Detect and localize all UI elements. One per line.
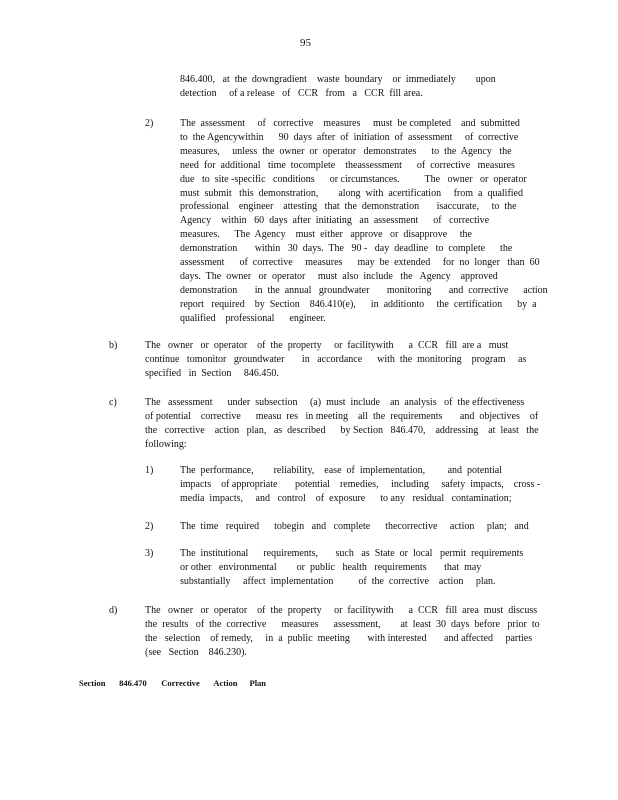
text-line: due to site -specific conditions or circumstances. The owner or operator	[180, 173, 527, 185]
text-line: professional engineer attesting that the demonstration isaccurate, to the	[180, 201, 517, 213]
text-line: must submit this demonstration, along with acertification from a qualified	[180, 187, 523, 199]
text-line: the results of the corrective measures assessment, at least 30 days before prior to	[145, 618, 540, 630]
text-line: need for additional time tocomplete theassessment of corrective measures	[180, 159, 515, 171]
item-c3-text	[180, 547, 523, 589]
text-line: to the Agencywithin 90 days after of initiation of assessment of corrective	[180, 131, 519, 143]
section-title-word: Corrective	[161, 678, 200, 688]
text-line: the corrective action plan, as described by Section 846.470, addressing at least the	[145, 424, 539, 436]
text-line: The institutional requirements, such as State or local permit requirements	[180, 548, 524, 559]
page-number: 95	[300, 37, 311, 49]
section-number: 846.470	[119, 678, 147, 688]
text-line: (see Section 846.230).	[145, 646, 247, 658]
item-2-label: 2)	[145, 118, 154, 129]
section-title-word: Plan	[249, 678, 267, 688]
text-line: Agency within 60 days after initiating an assessment of corrective	[180, 215, 490, 227]
text-line: measures. The Agency must either approve or disapprove the	[180, 229, 472, 241]
text-line: demonstration in the annual groundwater monitoring and corrective action	[180, 284, 548, 296]
text-line: demonstration within 30 days. The 90 - day deadline to complete the	[180, 243, 513, 255]
item-c1-text	[180, 464, 540, 506]
text-line: of potential corrective measu res in meeting all the requirements and objectives of	[145, 410, 539, 422]
item-b-label: b)	[109, 340, 118, 351]
text-line: detection of a release of CCR from a CCR fill area.	[180, 87, 423, 99]
text-line: 846.400, at the downgradient waste boundary or immediately upon	[180, 74, 496, 85]
text-line: qualified professional engineer.	[180, 312, 326, 324]
item-d-label: d)	[109, 605, 118, 616]
section-heading	[79, 677, 266, 691]
text-line: The owner or operator of the property or facilitywith a CCR fill are a must	[145, 340, 509, 351]
text-line: days. The owner or operator must also include the Agency approved	[180, 270, 498, 282]
text-line: The assessment of corrective measures must be completed and submitted	[180, 118, 520, 129]
item-c2-label: 2)	[145, 521, 154, 532]
continuation-text	[180, 73, 496, 101]
text-line: report required by Section 846.410(e), in additionto the certification by a	[180, 298, 537, 310]
item-c3-label: 3)	[145, 548, 154, 559]
text-line: The time required tobegin and complete thecorrective action plan; and	[180, 521, 529, 532]
section-title-word: Action	[213, 678, 238, 688]
text-line: substantially affect implementation of the corrective action plan.	[180, 575, 496, 587]
text-line: The assessment under subsection (a) must include an analysis of the effectiveness	[145, 397, 525, 408]
text-line: continue tomonitor groundwater in accordance with the monitoring program as	[145, 353, 527, 365]
text-line: The performance, reliability, ease of implementation, and potential	[180, 465, 503, 476]
item-b-text	[145, 339, 526, 381]
text-line: assessment of corrective measures may be extended for no longer than 60	[180, 257, 540, 269]
text-line: media impacts, and control of exposure to any residual contamination;	[180, 492, 512, 504]
item-d-text	[145, 604, 540, 660]
item-2-text	[180, 117, 548, 326]
item-c-label: c)	[109, 397, 117, 408]
item-c1-label: 1)	[145, 465, 154, 476]
text-line: following:	[145, 438, 187, 450]
item-c2-text	[180, 520, 529, 534]
text-line: impacts of appropriate potential remedies, including safety impacts, cross -	[180, 478, 541, 490]
text-line: measures, unless the owner or operator demonstrates to the Agency the	[180, 145, 512, 157]
text-line: The owner or operator of the property or facilitywith a CCR fill area must discuss	[145, 605, 538, 616]
text-line: specified in Section 846.450.	[145, 367, 279, 379]
text-line: or other environmental or public health requirements that may	[180, 561, 482, 573]
section-word: Section	[79, 678, 106, 688]
text-line: the selection of remedy, in a public meeting with interested and affected parties	[145, 632, 533, 644]
item-c-text	[145, 396, 539, 452]
